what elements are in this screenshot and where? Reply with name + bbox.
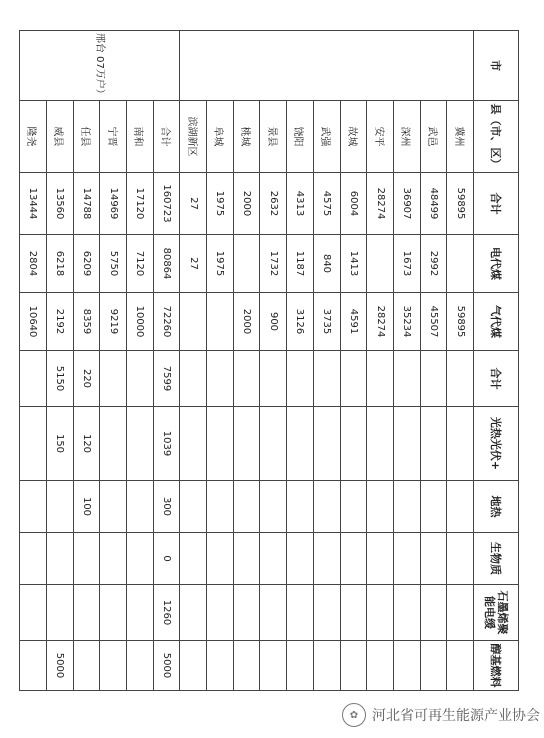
table-row [260, 31, 287, 691]
cell-geo [313, 481, 340, 533]
cell-alcohol [233, 641, 260, 691]
cell-total: 13560 [46, 173, 73, 235]
cell-county: 武强 [313, 101, 340, 173]
cell-geo [393, 481, 420, 533]
cell-total: 27 [180, 173, 207, 235]
cell-gas: 10640 [20, 293, 47, 351]
wechat-watermark [330, 700, 540, 730]
table-row [313, 31, 340, 691]
table-row [340, 31, 367, 691]
cell-alcohol [207, 641, 234, 691]
cell-geo [287, 481, 314, 533]
table-row [367, 31, 394, 691]
cell-alcohol [180, 641, 207, 691]
cell-bio [313, 533, 340, 585]
table-row [100, 31, 127, 691]
header-graphene: 石墨烯聚能电缓 [473, 585, 518, 641]
cell-elec [447, 235, 474, 293]
cell-solar: 1039 [153, 407, 180, 481]
cell-graphene [207, 585, 234, 641]
header-row [473, 31, 518, 691]
cell-gas [180, 293, 207, 351]
cell-graphene [340, 585, 367, 641]
cell-elec: 6218 [46, 235, 73, 293]
cell-subtotal: 5150 [46, 351, 73, 407]
cell-alcohol [100, 641, 127, 691]
cell-alcohol: 5000 [153, 641, 180, 691]
cell-gas: 2000 [233, 293, 260, 351]
cell-elec: 1413 [340, 235, 367, 293]
cell-total: 59895 [447, 173, 474, 235]
cell-gas: 9219 [100, 293, 127, 351]
cell-county: 隆尧 [20, 101, 47, 173]
table-row [46, 31, 73, 691]
cell-total: 48499 [420, 173, 447, 235]
cell-elec: 6209 [73, 235, 100, 293]
cell-solar [287, 407, 314, 481]
cell-subtotal: 7599 [153, 351, 180, 407]
cell-graphene [393, 585, 420, 641]
table-row [73, 31, 100, 691]
cell-bio [367, 533, 394, 585]
cell-subtotal [20, 351, 47, 407]
cell-alcohol [393, 641, 420, 691]
cell-geo [46, 481, 73, 533]
cell-solar [233, 407, 260, 481]
cell-solar [367, 407, 394, 481]
cell-alcohol [340, 641, 367, 691]
cell-solar [420, 407, 447, 481]
cell-subtotal [447, 351, 474, 407]
cell-subtotal [260, 351, 287, 407]
cell-county: 威县 [46, 101, 73, 173]
table-row [447, 31, 474, 691]
cell-geo [420, 481, 447, 533]
cell-subtotal [233, 351, 260, 407]
cell-geo [100, 481, 127, 533]
cell-geo [207, 481, 234, 533]
cell-gas: 4591 [340, 293, 367, 351]
cell-graphene [233, 585, 260, 641]
cell-county: 任县 [73, 101, 100, 173]
cell-graphene [180, 585, 207, 641]
cell-solar [393, 407, 420, 481]
cell-elec: 1975 [207, 235, 234, 293]
cell-alcohol [313, 641, 340, 691]
cell-elec: 5750 [100, 235, 127, 293]
cell-gas: 8359 [73, 293, 100, 351]
cell-subtotal [367, 351, 394, 407]
cell-county: 宁晋 [100, 101, 127, 173]
cell-solar [20, 407, 47, 481]
cell-alcohol [127, 641, 154, 691]
cell-subtotal [100, 351, 127, 407]
cell-elec: 7120 [127, 235, 154, 293]
header-gas-coal: 气代煤 [473, 293, 518, 351]
cell-gas: 28274 [367, 293, 394, 351]
cell-elec: 2992 [420, 235, 447, 293]
cell-subtotal [180, 351, 207, 407]
cell-gas: 3126 [287, 293, 314, 351]
cell-bio [73, 533, 100, 585]
cell-county: 饶阳 [287, 101, 314, 173]
cell-subtotal [340, 351, 367, 407]
table-row [393, 31, 420, 691]
cell-alcohol [420, 641, 447, 691]
cell-gas: 35234 [393, 293, 420, 351]
cell-alcohol [20, 641, 47, 691]
cell-geo [340, 481, 367, 533]
cell-bio [447, 533, 474, 585]
cell-alcohol: 5000 [46, 641, 73, 691]
cell-subtotal [420, 351, 447, 407]
cell-total: 1975 [207, 173, 234, 235]
cell-geo [180, 481, 207, 533]
cell-subtotal: 220 [73, 351, 100, 407]
cell-graphene [447, 585, 474, 641]
cell-gas: 10000 [127, 293, 154, 351]
cell-gas [207, 293, 234, 351]
cell-county: 武邑 [420, 101, 447, 173]
cell-subtotal [287, 351, 314, 407]
cell-county: 合计 [153, 101, 180, 173]
cell-total: 2632 [260, 173, 287, 235]
cell-solar [207, 407, 234, 481]
cell-county: 安平 [367, 101, 394, 173]
cell-county: 冀州 [447, 101, 474, 173]
cell-bio: 0 [153, 533, 180, 585]
cell-alcohol [367, 641, 394, 691]
cell-subtotal [313, 351, 340, 407]
cell-gas: 900 [260, 293, 287, 351]
header-alcohol-fuel: 醇基燃料 [473, 641, 518, 691]
cell-elec: 1732 [260, 235, 287, 293]
table-row [127, 31, 154, 691]
watermark-text: 河北省可再生能源产业协会 [372, 708, 540, 724]
cell-elec: 1187 [287, 235, 314, 293]
cell-graphene: 1260 [153, 585, 180, 641]
cell-bio [233, 533, 260, 585]
table-row [420, 31, 447, 691]
cell-total: 28274 [367, 173, 394, 235]
cell-bio [340, 533, 367, 585]
cell-county: 故城 [340, 101, 367, 173]
cell-geo [20, 481, 47, 533]
cell-county: 桃城 [233, 101, 260, 173]
cell-county: 深州 [393, 101, 420, 173]
cell-total: 2000 [233, 173, 260, 235]
cell-graphene [287, 585, 314, 641]
cell-bio [207, 533, 234, 585]
cell-subtotal [207, 351, 234, 407]
cell-total: 36907 [393, 173, 420, 235]
cell-county: 南和 [127, 101, 154, 173]
heating-statistics-table [19, 30, 519, 691]
cell-solar: 150 [46, 407, 73, 481]
cell-subtotal [393, 351, 420, 407]
cell-solar [100, 407, 127, 481]
cell-geo [233, 481, 260, 533]
cell-total: 4313 [287, 173, 314, 235]
header-elec-coal: 电代煤 [473, 235, 518, 293]
cell-total: 13444 [20, 173, 47, 235]
cell-elec: 840 [313, 235, 340, 293]
cell-bio [100, 533, 127, 585]
header-solar-pv: 光热光伏+ [473, 407, 518, 481]
cell-bio [420, 533, 447, 585]
cell-geo [447, 481, 474, 533]
cell-alcohol [73, 641, 100, 691]
cell-elec [367, 235, 394, 293]
cell-bio [46, 533, 73, 585]
cell-elec: 27 [180, 235, 207, 293]
cell-elec: 2804 [20, 235, 47, 293]
cell-total: 14788 [73, 173, 100, 235]
cell-graphene [100, 585, 127, 641]
table-row [233, 31, 260, 691]
cell-bio [287, 533, 314, 585]
cell-graphene [46, 585, 73, 641]
city-cell: 邢台 07万户） [20, 31, 180, 101]
cell-alcohol [287, 641, 314, 691]
cell-total: 17120 [127, 173, 154, 235]
cell-graphene [313, 585, 340, 641]
cell-graphene [73, 585, 100, 641]
table-row [180, 31, 207, 691]
header-total: 合计 [473, 173, 518, 235]
header-biomass: 生物质 [473, 533, 518, 585]
cell-county: 阜城 [207, 101, 234, 173]
cell-solar: 120 [73, 407, 100, 481]
cell-subtotal [127, 351, 154, 407]
cell-geo [127, 481, 154, 533]
cell-geo: 300 [153, 481, 180, 533]
cell-graphene [127, 585, 154, 641]
table-row [20, 31, 47, 691]
table-row [287, 31, 314, 691]
cell-graphene [420, 585, 447, 641]
cell-total: 14969 [100, 173, 127, 235]
cell-solar [340, 407, 367, 481]
cell-solar [180, 407, 207, 481]
cell-solar [313, 407, 340, 481]
cell-total: 160723 [153, 173, 180, 235]
cell-solar [127, 407, 154, 481]
wechat-icon: ✿ [342, 703, 366, 727]
cell-geo: 100 [73, 481, 100, 533]
cell-alcohol [447, 641, 474, 691]
cell-total: 4575 [313, 173, 340, 235]
cell-gas: 3735 [313, 293, 340, 351]
cell-bio [180, 533, 207, 585]
cell-county: 景县 [260, 101, 287, 173]
cell-graphene [20, 585, 47, 641]
cell-gas: 59895 [447, 293, 474, 351]
header-city: 市 [473, 31, 518, 101]
table-row [207, 31, 234, 691]
cell-alcohol [260, 641, 287, 691]
cell-geo [260, 481, 287, 533]
cell-elec: 1673 [393, 235, 420, 293]
cell-bio [393, 533, 420, 585]
city-cell [180, 31, 474, 101]
header-geothermal: 地热 [473, 481, 518, 533]
cell-total: 6004 [340, 173, 367, 235]
cell-elec [233, 235, 260, 293]
cell-gas: 45507 [420, 293, 447, 351]
cell-bio [127, 533, 154, 585]
cell-gas: 2192 [46, 293, 73, 351]
header-county: 县（市、区） [473, 101, 518, 173]
cell-solar [447, 407, 474, 481]
cell-county: 滨湖新区 [180, 101, 207, 173]
header-subtotal: 合计 [473, 351, 518, 407]
cell-geo [367, 481, 394, 533]
cell-graphene [367, 585, 394, 641]
table-body [20, 31, 519, 691]
cell-bio [260, 533, 287, 585]
cell-elec: 80864 [153, 235, 180, 293]
cell-bio [20, 533, 47, 585]
cell-gas: 72260 [153, 293, 180, 351]
cell-solar [260, 407, 287, 481]
cell-graphene [260, 585, 287, 641]
table-row [153, 31, 180, 691]
